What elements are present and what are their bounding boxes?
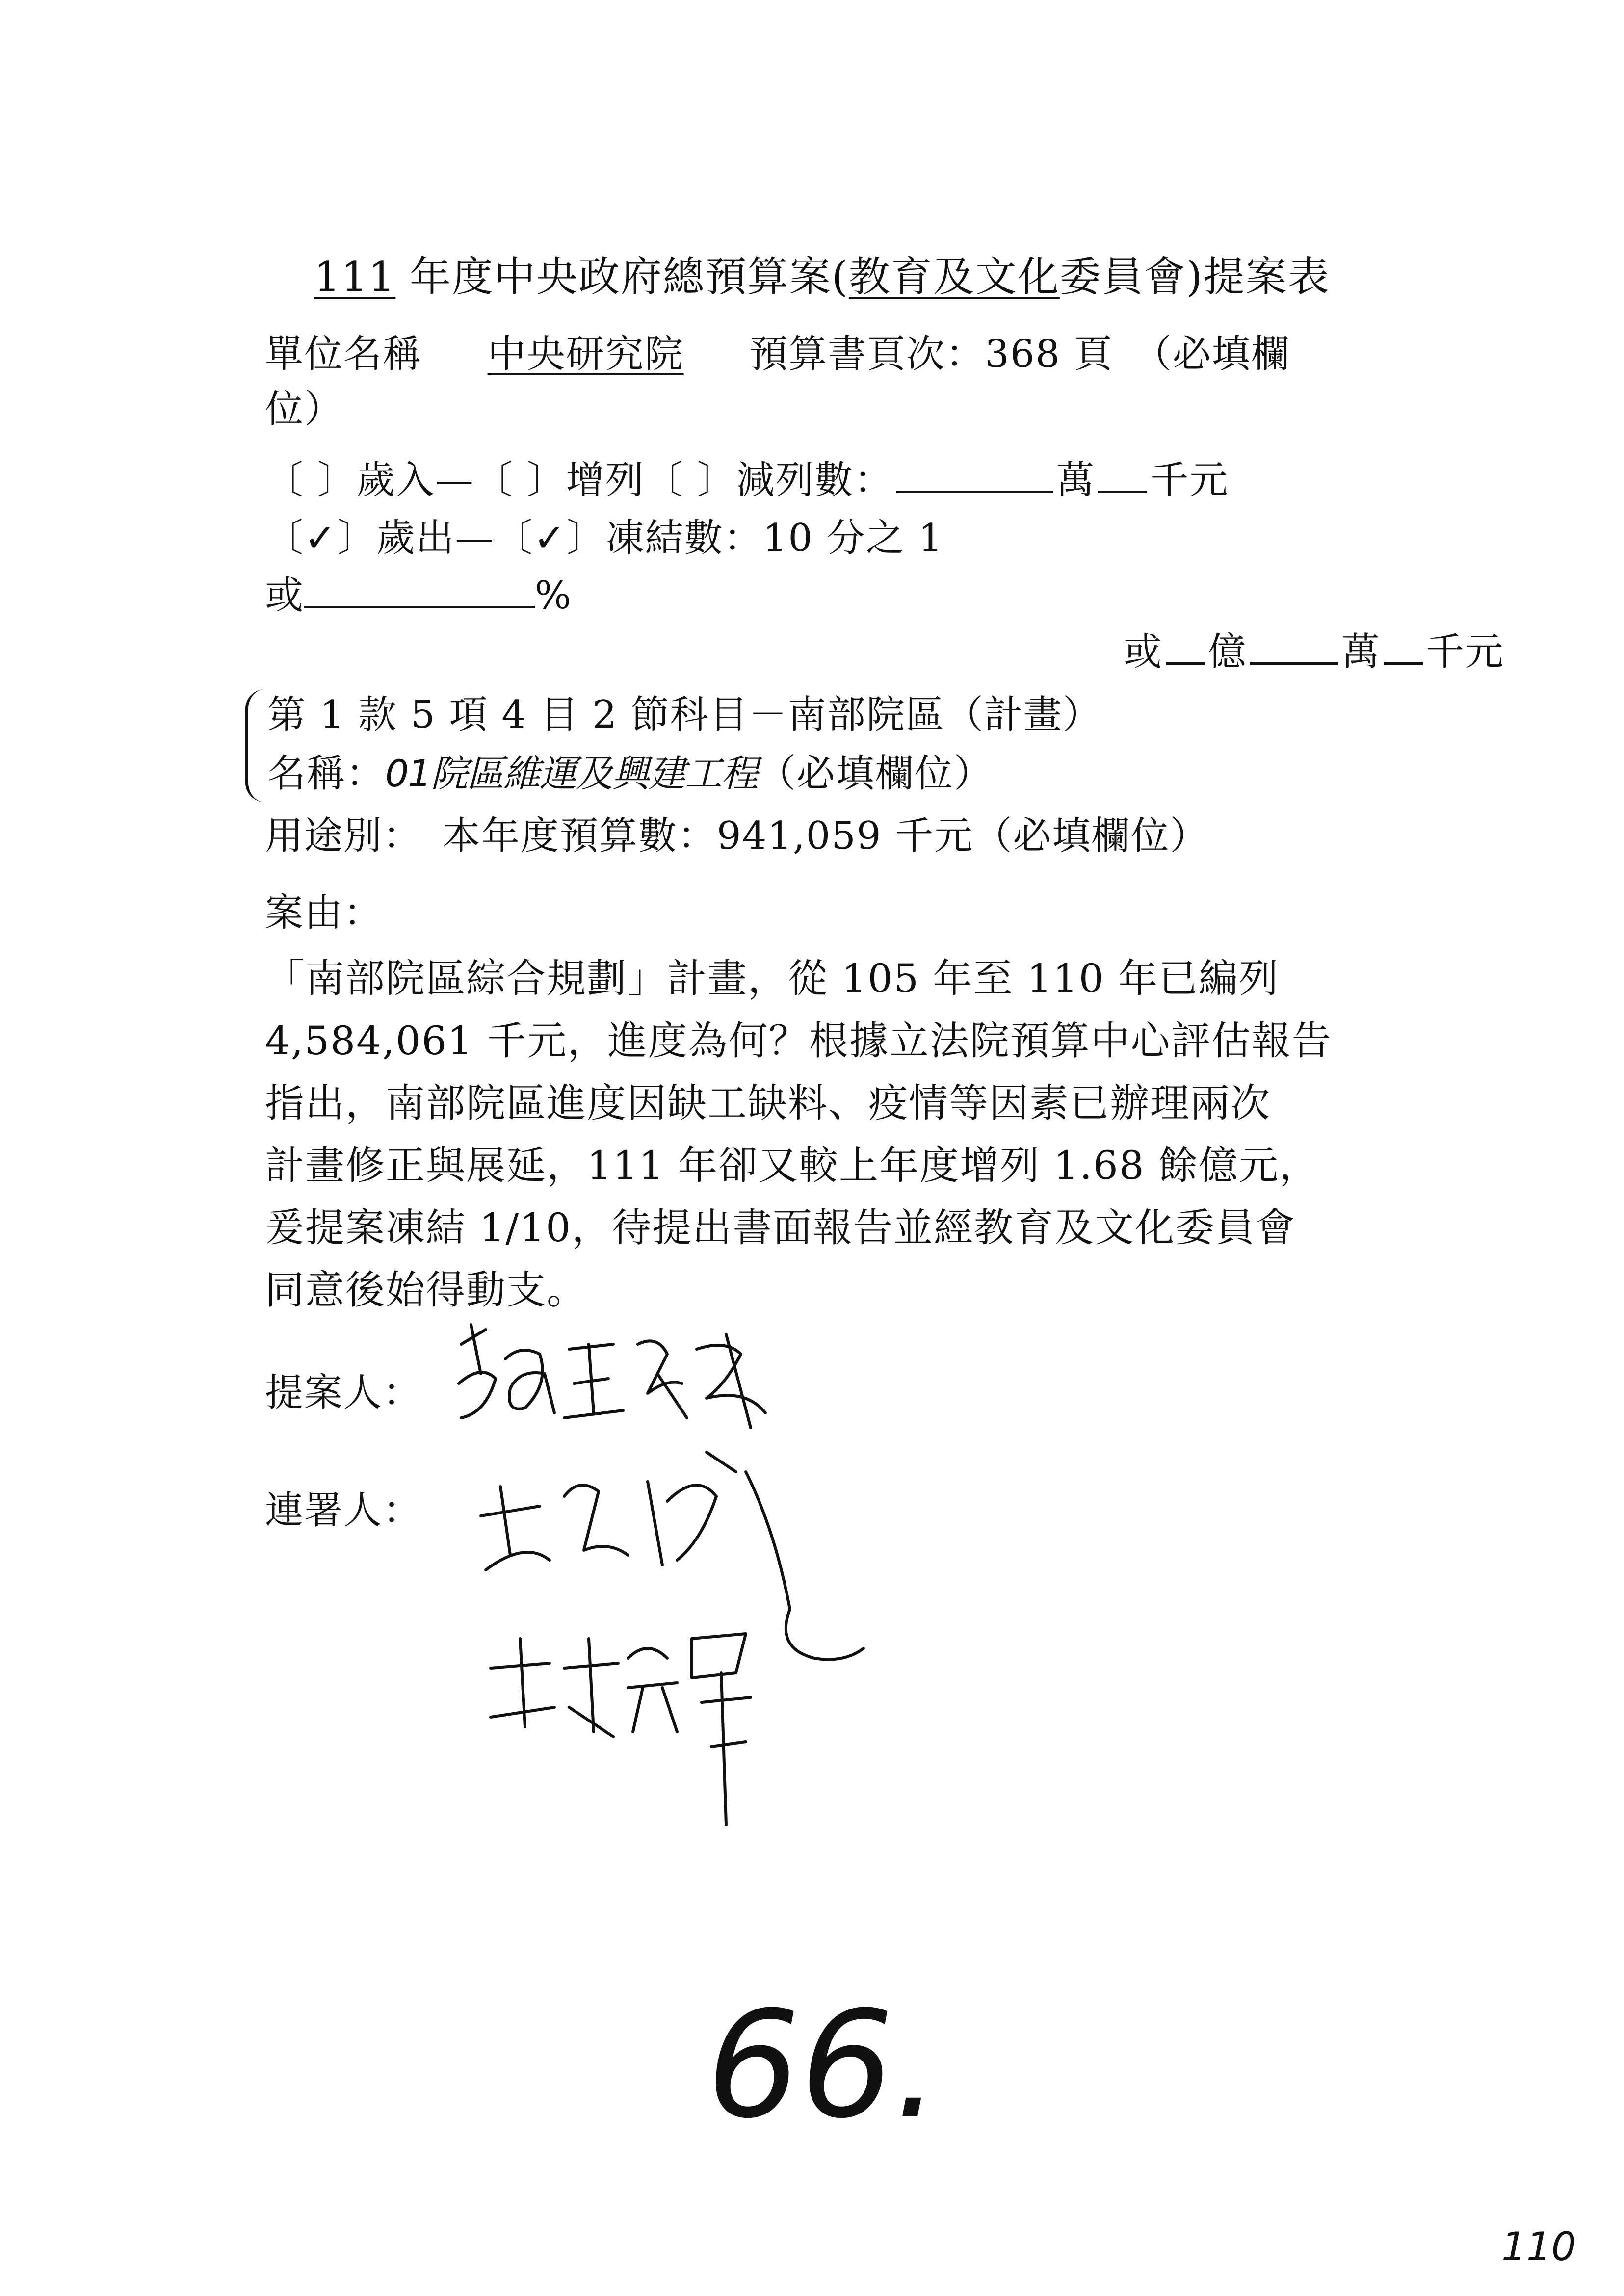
budget-page-text: 預算書頁次：368 頁 （必填欄 — [749, 332, 1290, 376]
reason-line: 「南部院區綜合規劃」計畫，從 105 年至 110 年已編列 — [265, 956, 1280, 1001]
proposer-label: 提案人： — [265, 1371, 422, 1415]
unit-label: 單位名稱 — [265, 332, 422, 376]
title-text-b: 委員會)提案表 — [1059, 253, 1330, 301]
or-amount-text: 或 — [1124, 630, 1163, 674]
reason-line: 同意後始得動支。 — [265, 1267, 587, 1313]
unit-line-cont: 位） — [265, 387, 344, 431]
qian-text: 千元 — [1426, 630, 1505, 674]
cosigner-signature — [471, 1442, 873, 1835]
yi-blank — [1166, 633, 1205, 665]
handwritten-plan-name: 01院區維運及興建工程 — [385, 752, 758, 795]
or-amount-line — [1124, 630, 1505, 674]
revenue-text-a: 〔 〕歲入—〔 〕增列〔 〕減列數： — [265, 458, 893, 502]
expense-line — [265, 516, 944, 560]
form-title — [314, 253, 1330, 301]
subject-line-1: 第 1 款 5 項 4 目 2 節科目－南部院區（計畫） — [267, 693, 1102, 737]
revenue-amount-blank — [896, 461, 1053, 493]
or-text: 或 — [265, 574, 305, 618]
revenue-text-b: 萬 — [1056, 458, 1096, 502]
unit-name: 中央研究院 — [487, 332, 684, 376]
expense-bracket: 〔 — [265, 516, 305, 560]
unit-line — [265, 332, 1290, 376]
handwritten-case-number: 66. — [707, 1980, 941, 2151]
checkmark-icon: ✓ — [304, 516, 338, 560]
subject-required-note: （必填欄位） — [757, 752, 993, 796]
reason-line: 爰提案凍結 1/10，待提出書面報告並經教育及文化委員會 — [265, 1205, 1296, 1251]
revenue-thousand-blank — [1098, 461, 1147, 493]
title-year: 111 — [314, 253, 396, 301]
subject-name-label: 名稱： — [267, 752, 386, 796]
expense-text-b: 〕歲出—〔 — [337, 516, 534, 560]
subject-brace — [245, 689, 268, 802]
checkmark-icon: ✓ — [533, 516, 567, 560]
percent-blank — [304, 576, 535, 608]
page-number: 110 — [1501, 2224, 1576, 2270]
reason-label: 案由： — [265, 891, 383, 935]
reason-line: 指出，南部院區進度因缺工缺料、疫情等因素已辦理兩次 — [265, 1080, 1271, 1126]
freeze-ratio-text: 〕凍結數：10 分之 1 — [566, 516, 944, 560]
wan-blank — [1250, 633, 1338, 665]
revenue-text-c: 千元 — [1150, 458, 1229, 502]
or-percent-line — [265, 574, 573, 618]
subject-line-2 — [267, 752, 993, 796]
cosigner-label: 連署人： — [265, 1488, 422, 1533]
revenue-line — [265, 458, 1229, 502]
wan-text: 萬 — [1341, 630, 1381, 674]
proposer-signature — [451, 1315, 805, 1442]
yi-text: 億 — [1208, 630, 1248, 674]
title-text-a: 年度中央政府總預算案( — [395, 253, 849, 301]
reason-line: 計畫修正與展延，111 年卻又較上年度增列 1.68 餘億元， — [265, 1143, 1320, 1188]
reason-line: 4,584,061 千元，進度為何？根據立法院預算中心評估報告 — [265, 1018, 1332, 1064]
title-committee: 教育及文化 — [848, 253, 1060, 301]
usage-line: 用途別： 本年度預算數：941,059 千元（必填欄位） — [265, 814, 1209, 858]
percent-sign: % — [535, 574, 573, 618]
qian-blank — [1384, 633, 1423, 665]
